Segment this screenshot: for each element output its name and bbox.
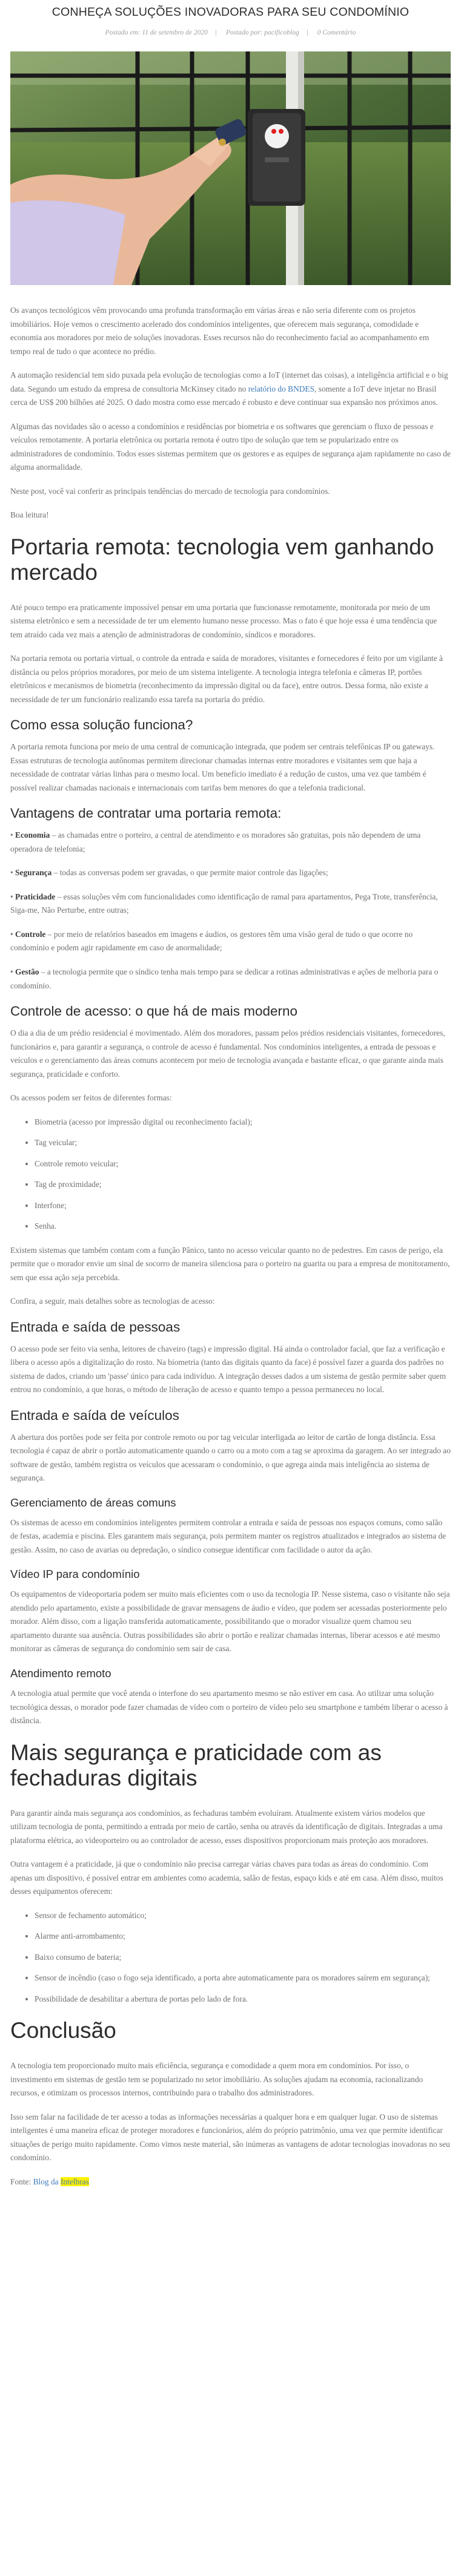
section-heading-veiculos: Entrada e saída de veículos [10, 1407, 179, 1423]
list-item: • Tag de proximidade; [35, 1178, 451, 1192]
controle-paragraph-4: Confira, a seguir, mais detalhes sobre as tecnologias de acesso: [10, 1296, 215, 1306]
source-line [10, 2175, 451, 2189]
list-item: • Biometria (acesso por impressão digital ou reconhecimento facial); [35, 1116, 451, 1129]
section-heading-areas-comuns: Gerenciamento de áreas comuns [10, 1496, 176, 1509]
vantagem-text: – essas soluções vêm com funcionalidades como identificação de ramal para apartamentos, Pega Trote, transferência, Siga-me, Não Perturbe, entre outras; [10, 892, 438, 915]
intro-paragraph-4: Neste post, você vai conferir as principais tendências do mercado de tecnologia para condomínios. [10, 486, 330, 496]
post-meta: Postado em: 11 de setembro de 2020 | Postado por: pacificoblog | 0 Comentário [105, 29, 356, 36]
hero-image [10, 51, 451, 285]
atendimento-paragraph: A tecnologia atual permite que você atenda o interfone do seu apartamento mesmo se não estiver em casa. Ao utilizar uma solução tecnológica dessas, o morador pode fazer chamadas de vídeo com o porteiro de vídeo pelo seu smartphone e também liberar o acesso à distância. [10, 1689, 448, 1726]
post-comments-link[interactable]: 0 Comentário [317, 29, 356, 36]
video-ip-paragraph: Os equipamentos de videoportaria podem ser muito mais eficientes com o uso da tecnologia IP. Nesse sistema, caso o visitante não seja atendido pelo apartamento, existe a possibilidade de gravar mensagens de áudio e vídeo, que podem ser acessadas posteriormente pelo morador. Além disso, com a ligação transferida automaticamente, possibilitando que o morador visualize quem chamou seu apartamento durante sua ausência. Outras possibilidades são abrir o portão e realizar chamadas internas, liberar acessos e até mesmo monitorar as câmeras de segurança do condomínio sem sair de casa. [10, 1589, 450, 1654]
post-date: Postado em: 11 de setembro de 2020 [105, 29, 208, 36]
pessoas-paragraph: O acesso pode ser feito via senha, leitores de chaveiro (tags) e impressão digital. Há ainda o controlador facial, que faz a verificação e libera o acesso após a digitalização do rosto. Na biometria (tanto das digitais quanto da face) é possível fazer a guarda dos padrões no sistema de dados, criando um 'passe' único para cada indivíduo. A integração desses dados a um sistema de gestão permite saber quem entrou no condomínio, a que horas, o método de liberação de acesso e quanto tempo a pessoa permaneceu no local. [10, 1344, 446, 1395]
fechaduras-list [10, 1909, 451, 2006]
source-link-blog[interactable]: Blog da [33, 2177, 59, 2186]
controle-paragraph-3: Existem sistemas que também contam com a função Pânico, tanto no acesso veicular quanto no de pedestres. Em casos de perigo, ela permite que o morador envie um sinal de socorro de maneira silenciosa para o porteiro na guarita ou para a empresa de monitoramento, sem que essa ação seja percebida. [10, 1245, 450, 1282]
vantagem-item: • Gestão – a tecnologia permite que o síndico tenha mais tempo para se dedicar a rotinas administrativas e ações de melhoria para o condomínio. [10, 967, 439, 990]
section-heading-vantagens: Vantagens de contratar uma portaria remota: [10, 806, 282, 821]
conclusao-paragraph-2: Isso sem falar na facilidade de ter acesso a todas as informações necessárias a qualquer hora e em qualquer lugar. O uso de sistemas inteligentes é uma maneira eficaz de proteger moradores e funcionários, além do próprio patrimônio, uma vez que permite identificar situações de perigo muito rapidamente. Como vimos neste material, são inúmeras as vantagens de adotar tecnologias inovadoras no seu condomínio. [10, 2112, 450, 2163]
list-item: • Controle remoto veicular; [35, 1157, 451, 1171]
vantagem-item: • Controle – por meio de relatórios baseados em imagens e áudios, os gestores têm uma visão geral de tudo o que ocorre no condomínio e podem agir rapidamente em caso de anormalidade; [10, 929, 413, 953]
post-title: CONHEÇA SOLUÇÕES INOVADORAS PARA SEU CONDOMÍNIO [51, 5, 410, 19]
source-label: Fonte: [10, 2177, 33, 2186]
source-link-intelbras[interactable]: Intelbras [60, 2177, 89, 2186]
vantagem-item: • Economia – as chamadas entre o porteiro, a central de atendimento e os moradores são gratuitas, pois não dependem de uma operadora de telefonia; [10, 830, 421, 853]
vantagem-text: – por meio de relatórios baseados em imagens e áudios, os gestores têm uma visão geral de tudo o que ocorre no condomínio e podem agir rapidamente em caso de anormalidade; [10, 929, 413, 953]
section-heading-conclusao: Conclusão [10, 2018, 116, 2043]
veiculos-paragraph: A abertura dos portões pode ser feita por controle remoto ou por tag veicular interligada ao leitor de cartão de longa distância. Essa tecnologia é capaz de abrir o portão automaticamente quando o carro ou a moto com a tag se aproxima da garagem. Ao ser integrado ao software de gestão, também registra os veículos que acessaram o condomínio, o que agrega ainda mais inteligência ao sistema de segurança. [10, 1432, 451, 1483]
section-heading-pessoas: Entrada e saída de pessoas [10, 1319, 181, 1335]
vantagem-text: – a tecnologia permite que o síndico tenha mais tempo para se dedicar a rotinas administrativas e ações de melhoria para o condomínio. [10, 967, 439, 990]
intro-p2-text-a: A automação residencial tem sido puxada pela evolução de tecnologias como a IoT (internet das coisas), a inteligência artificial e o big data. Segundo um estudo da empresa de consultoria McKinsey citado no [10, 370, 448, 393]
intro-paragraph-1: Os avanços tecnológicos vêm provocando uma profunda transformação em várias áreas e não seria diferente com os projetos imobiliários. Hoje vemos o crescimento acelerado dos condomínios inteligentes, que oferecem mais segurança, comodidade e economia aos moradores por meio de soluções inovadoras. Esses recursos não do reconhecimento facial ao acompanhamento em tempo real de tudo o que acontece no prédio. [10, 306, 429, 356]
list-item: • Sensor de incêndio (caso o fogo seja identificado, a porta abre automaticamente para os moradores saírem em segurança); [35, 1971, 451, 1985]
bndes-report-link[interactable]: relatório do BNDES [248, 384, 315, 393]
list-item: • Sensor de fechamento automático; [35, 1909, 451, 1923]
controle-paragraph-1: O dia a dia de um prédio residencial é movimentado. Além dos moradores, passam pelos prédios residenciais visitantes, fornecedores, funcionários e, para garantir a segurança, o controle de acesso é fundamental. Nos condomínios inteligentes, a entrada de pessoas e veículos e o gerenciamento das áreas comuns acontecem por meio de tecnologia avançada e bastante eficaz, o que garante ainda mais segurança, praticidade e conforto. [10, 1028, 445, 1079]
vantagem-item: • Praticidade – essas soluções vêm com funcionalidades como identificação de ramal para apartamentos, Pega Trote, transferência, Siga-me, Não Perturbe, entre outras; [10, 892, 438, 915]
como-funciona-paragraph: A portaria remota funciona por meio de uma central de comunicação integrada, que podem ser centrais telefônicas IP ou gateways. Essas estruturas de tecnologia autônomas permitem direcionar chamadas internas entre moradores e visitantes sem que haja a necessidade de contratar várias linhas para o mesmo local. Um benefício imediato é a redução de custos, uma vez que também é possível realizar chamadas nacionais e internacionais com tarifas bem menores do que a telefonia tradicional. [10, 742, 435, 792]
intro-paragraph-3: Algumas das novidades são o acesso a condomínios e residências por biometria e os softwares que gerenciam o fluxo de pessoas e veículos remotamente. A portaria eletrônica ou portaria remota é outro tipo de solução que tem se popularizado entre os administradores de condomínio. Todos esses sistemas permitem que os gestores e as equipes de segurança ajam rapidamente no caso de alguma anormalidade. [10, 421, 451, 472]
list-item: • Baixo consumo de bateria; [35, 1951, 451, 1965]
fechaduras-paragraph-2: Outra vantagem é a praticidade, já que o condomínio não precisa carregar várias chaves para todas as áreas do condomínio. Com apenas um dispositivo, é possível entrar em ambientes como academia, salão de festas, espaço kids e até em casa. Além disso, muitos desses equipamentos oferecem: [10, 1859, 443, 1896]
areas-comuns-paragraph: Os sistemas de acesso em condomínios inteligentes permitem controlar a entrada e saída de pessoas nos espaços comuns, como salão de festas, academia e piscina. Eles garantem mais segurança, pois permitem manter os registros atualizados e integrados ao sistema de gestão. Assim, no caso de avarias ou depredação, o síndico consegue identificar com facilidade o autor da ação. [10, 1517, 446, 1554]
section-heading-atendimento: Atendimento remoto [10, 1667, 111, 1680]
hero-photo-illustration [10, 51, 451, 285]
article [10, 0, 451, 2199]
portaria-paragraph-1: Até pouco tempo era praticamente impossível pensar em uma portaria que funcionasse remotamente, monitorada por meio de um sistema eletrônico e sem a necessidade de ter um elemento humano nesse processo. Mas o fato é que hoje essa é uma tendência que tem atraído cada vez mais a atenção de administradoras de condomínio, síndicos e moradores. [10, 602, 437, 639]
list-item: • Tag veicular; [35, 1136, 451, 1150]
list-item: • Interfone; [35, 1199, 451, 1213]
vantagem-label: Economia [15, 830, 50, 840]
list-item: • Alarme anti-arrombamento; [35, 1930, 451, 1944]
portaria-paragraph-2: Na portaria remota ou portaria virtual, o controle da entrada e saída de moradores, visitantes e fornecedores é feito por um vigilante à distância ou pelos próprios moradores, por meio de um sistema inteligente. A tecnologia integra telefonia e câmeras IP, portões eletrônicos e mecanismos de biometria (reconhecimento da impressão digital ou da face), entre outros. Dessa forma, não existe a necessidade de ter um funcionário realizando essa tarefa na portaria do prédio. [10, 654, 443, 704]
vantagem-item: • Segurança – todas as conversas podem ser gravadas, o que permite maior controle das ligações; [10, 868, 328, 878]
fechaduras-paragraph-1: Para garantir ainda mais segurança aos condomínios, as fechaduras também evoluíram. Atualmente existem vários modelos que utilizam tecnologia de ponta, permitindo a entrada por meio de cartão, senha ou através da identificação de digitais. Integradas a uma plataforma elétrica, ao videoporteiro ou ao controlador de acesso, esses dispositivos proporcionam mais proteção aos moradores. [10, 1808, 443, 1845]
post-author[interactable]: Postado por: pacificoblog [225, 29, 299, 36]
vantagem-text: – as chamadas entre o porteiro, a central de atendimento e os moradores são gratuitas, pois não dependem de uma operadora de telefonia; [10, 830, 421, 853]
conclusao-paragraph-1: A tecnologia tem proporcionado muito mais eficiência, segurança e comodidade a quem mora em condomínios. Por isso, o investimento em sistemas de gestão tem se popularizado no setor imobiliário. As soluções ajudam na economia, racionalizando recursos, e otimizam os processos internos, contribuindo para o trabalho dos administradores. [10, 2061, 423, 2098]
intro-p2-text-b: , somente a IoT deve injetar no Brasil cerca de US$ 200 bilhões até 2025. O dado mostra como esse mercado é robusto e deve continuar sua expansão nos próximos anos. [10, 384, 438, 407]
vantagem-label: Segurança [15, 868, 52, 878]
intro-paragraph-2 [10, 369, 451, 410]
section-heading-video-ip: Vídeo IP para condomínio [10, 1568, 140, 1581]
vantagem-label: Praticidade [15, 892, 56, 901]
intro-paragraph-5: Boa leitura! [10, 510, 49, 520]
vantagem-label: Controle [15, 929, 46, 939]
acesso-list [10, 1116, 451, 1234]
section-heading-fechaduras: Mais segurança e praticidade com as fechaduras digitais [10, 1740, 382, 1790]
list-item: • Senha. [35, 1220, 451, 1234]
section-heading-portaria-remota: Portaria remota: tecnologia vem ganhando mercado [10, 534, 434, 585]
vantagem-text: – todas as conversas podem ser gravadas, o que permite maior controle das ligações; [51, 868, 328, 878]
controle-paragraph-2: Os acessos podem ser feitos de diferentes formas: [10, 1093, 172, 1103]
section-heading-como-funciona: Como essa solução funciona? [10, 717, 193, 733]
vantagem-label: Gestão [15, 967, 39, 976]
section-heading-controle-acesso: Controle de acesso: o que há de mais moderno [10, 1004, 298, 1019]
list-item: • Possibilidade de desabilitar a abertura de portas pelo lado de fora. [35, 1993, 451, 2006]
